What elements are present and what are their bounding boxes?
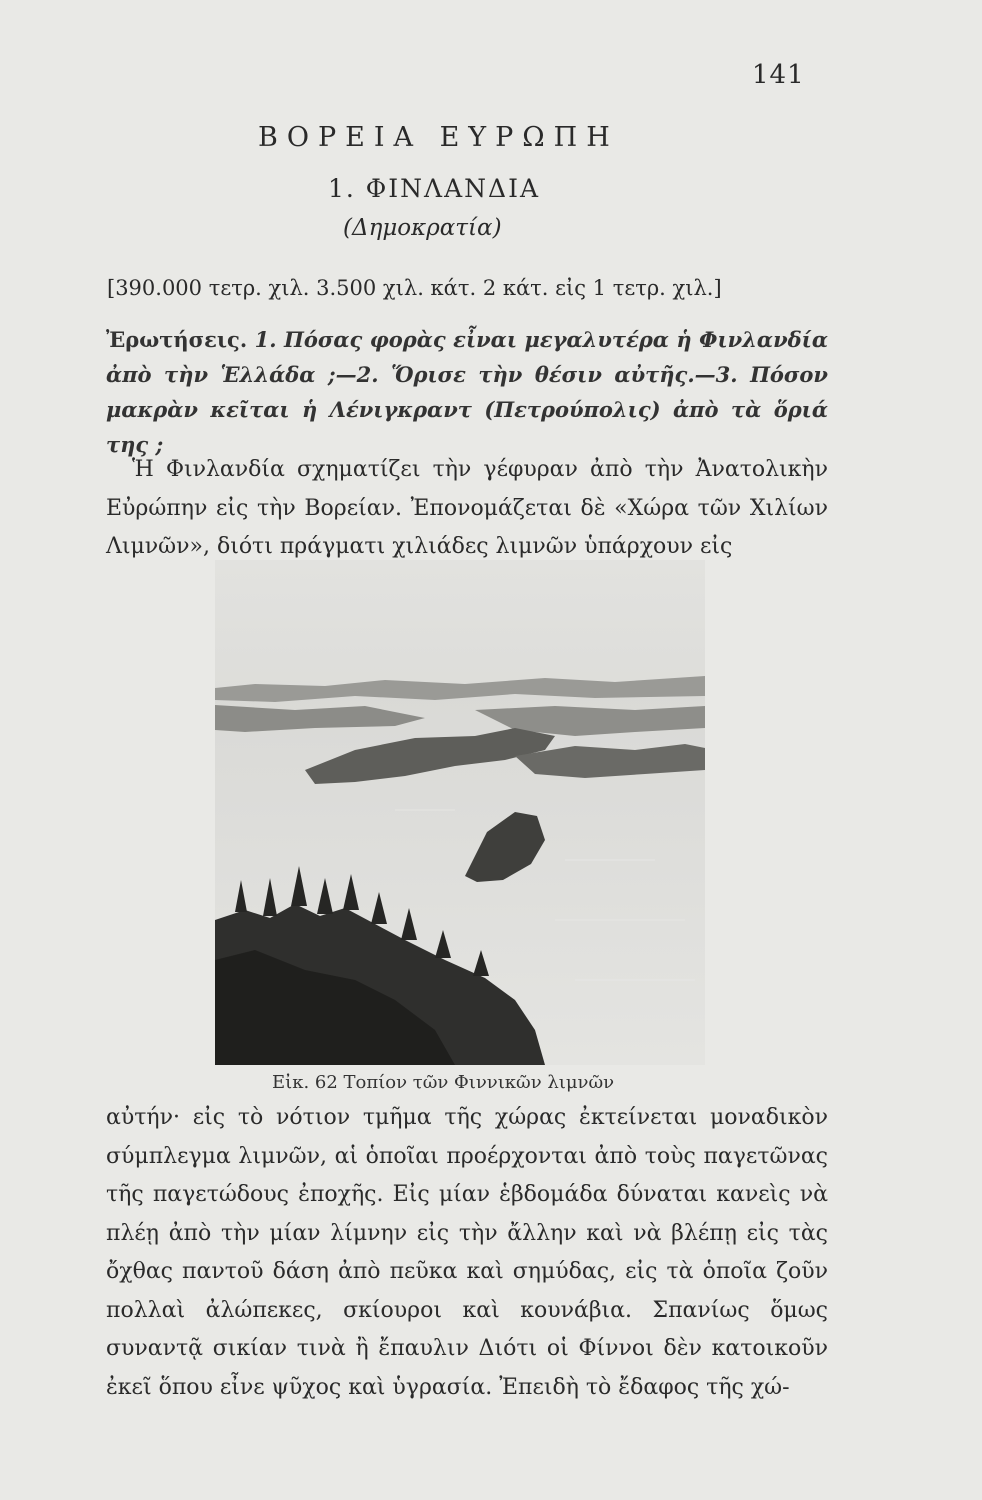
- lake-landscape-illustration: [215, 560, 705, 1065]
- paragraph-top: Ἡ Φινλανδία σχηματίζει τὴν γέφυραν ἀπὸ τὴν Ἀνατολικὴν Εὐρώπην εἰς τὴν Βορείαν. Ἐπονομάζεται δὲ «Χώρα τῶν Χιλίων Λιμνῶν», διότι πράγματι χιλιάδες λιμνῶν ὑπάρχουν εἰς: [106, 457, 828, 559]
- questions-text: 1. Πόσας φορὰς εἶναι μεγαλυτέρα ἡ Φινλανδία ἀπὸ τὴν Ἑλλάδα ;—2. Ὅρισε τὴν θέσιν αὐτῆς.—3. Πόσον μακρὰν κεῖται ἡ Λένιγκραντ (Πετρούπολις) ἀπὸ τὰ ὅριά της ;: [106, 327, 828, 457]
- chapter-title: 1. ΦΙΝΛΑΝΔΙΑ: [328, 174, 541, 203]
- regime-subtitle: (Δημοκρατία): [343, 215, 502, 241]
- questions-block: [106, 322, 828, 462]
- section-title: ΒΟΡΕΙΑ ΕΥΡΩΠΗ: [258, 122, 619, 153]
- page-number: 141: [752, 60, 805, 90]
- country-stats: [390.000 τετρ. χιλ. 3.500 χιλ. κάτ. 2 κάτ. εἰς 1 τετρ. χιλ.]: [107, 276, 722, 300]
- questions-label: Ἐρωτήσεις.: [106, 327, 248, 352]
- figure-caption: Εἰκ. 62 Τοπίον τῶν Φιννικῶν λιμνῶν: [272, 1072, 615, 1093]
- lake-landscape-photo: [215, 560, 705, 1065]
- paragraph-bottom: αὐτήν· εἰς τὸ νότιον τμῆμα τῆς χώρας ἐκτείνεται μοναδικὸν σύμπλεγμα λιμνῶν, αἱ ὁποῖαι προέρχονται ἀπὸ τοὺς παγετῶνας τῆς παγετώδους ἐποχῆς. Εἰς μίαν ἑβδομάδα δύναται κανεὶς νὰ πλέῃ ἀπὸ τὴν μίαν λίμνην εἰς τὴν ἄλλην καὶ νὰ βλέπῃ εἰς τὰς ὄχθας παντοῦ δάση ἀπὸ πεῦκα καὶ σημύδας, εἰς τὰ ὁποῖα ζοῦν πολλαὶ ἀλώπεκες, σκίουροι καὶ κουνάβια. Σπανίως ὅμως συναντᾷ σικίαν τινὰ ἢ ἔπαυλιν Διότι οἱ Φίννοι δὲν κατοικοῦν ἐκεῖ ὅπου εἶνε ψῦχος καὶ ὑγρασία. Ἐπειδὴ τὸ ἔδαφος τῆς χώ-: [106, 1105, 828, 1400]
